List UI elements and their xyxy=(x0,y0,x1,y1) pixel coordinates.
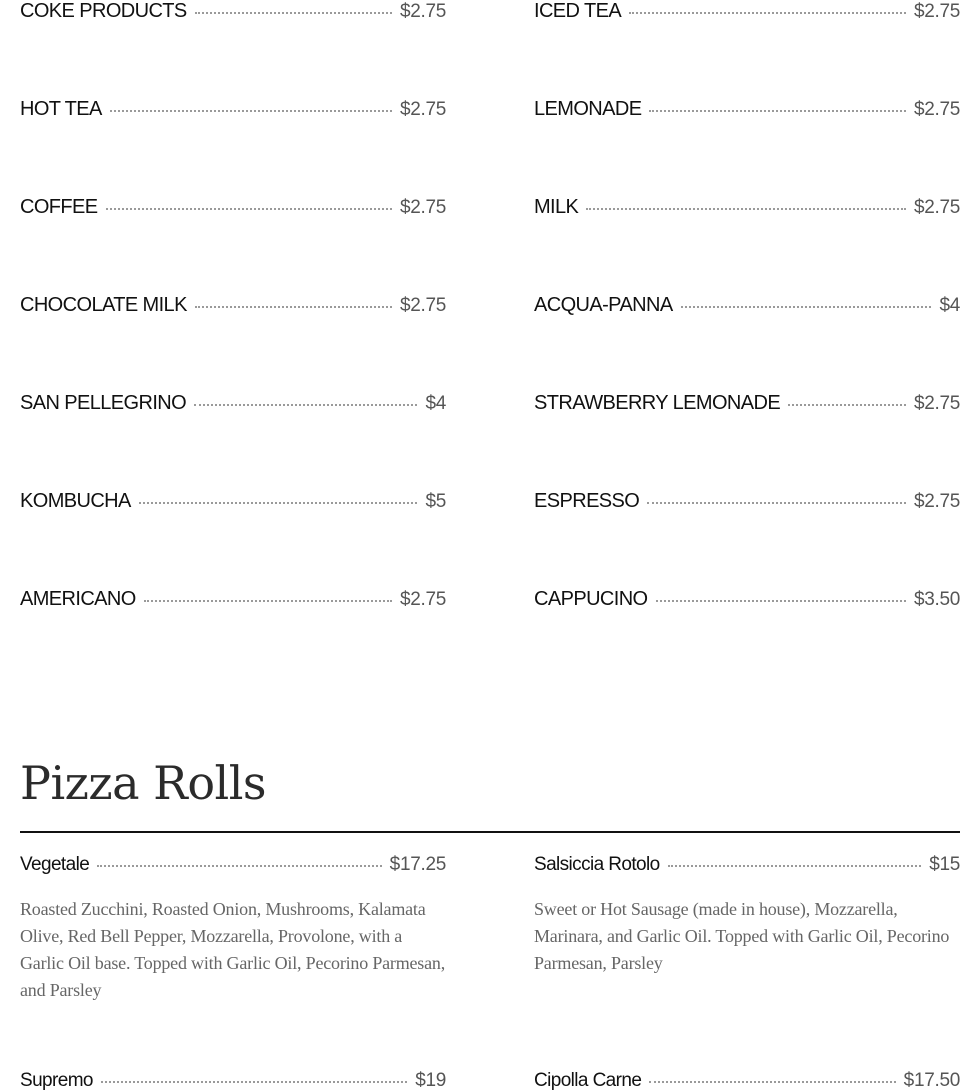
menu-item xyxy=(20,0,446,30)
item-name: ACQUA-PANNA xyxy=(534,294,673,316)
item-header xyxy=(20,854,446,884)
item-price: $2.75 xyxy=(399,295,446,316)
item-name: MILK xyxy=(534,196,579,218)
dot-leader xyxy=(101,1081,407,1083)
menu-item xyxy=(20,490,446,520)
item-name: ICED TEA xyxy=(534,0,622,22)
item-price: $2.75 xyxy=(913,491,960,512)
section-divider xyxy=(20,831,960,833)
item-name: AMERICANO xyxy=(20,588,136,610)
item-price: $3.50 xyxy=(913,589,960,610)
menu-item xyxy=(534,490,960,520)
dot-leader xyxy=(668,865,922,867)
item-header xyxy=(534,854,960,884)
dot-leader xyxy=(649,110,906,112)
item-description: Roasted Zucchini, Roasted Onion, Mushrooms, Kalamata Olive, Red Bell Pepper, Mozzarella, Provolone, with a Garlic Oil base. Topped with Garlic Oil, Pecorino Parmesan, and Parsley xyxy=(20,899,445,1000)
item-price: $2.75 xyxy=(399,1,446,22)
pizza-roll-item xyxy=(20,1070,446,1091)
item-price: $2.75 xyxy=(399,99,446,120)
menu-item xyxy=(20,98,446,128)
item-price: $5 xyxy=(425,491,446,512)
menu-item xyxy=(20,196,446,226)
dot-leader xyxy=(649,1081,895,1083)
item-price: $17.25 xyxy=(389,854,446,875)
menu-item xyxy=(534,196,960,226)
item-name: SAN PELLEGRINO xyxy=(20,392,187,414)
item-price: $4 xyxy=(939,295,960,316)
item-name: LEMONADE xyxy=(534,98,642,120)
dot-leader xyxy=(629,12,906,14)
menu-item xyxy=(20,294,446,324)
item-name: Cipolla Carne xyxy=(534,1070,642,1091)
item-price: $2.75 xyxy=(913,1,960,22)
dot-leader xyxy=(656,600,906,602)
item-name: STRAWBERRY LEMONADE xyxy=(534,392,781,414)
dot-leader xyxy=(139,502,418,504)
menu-item xyxy=(534,294,960,324)
item-name: COKE PRODUCTS xyxy=(20,0,187,22)
item-name: Supremo xyxy=(20,1070,93,1091)
dot-leader xyxy=(647,502,906,504)
item-name: COFFEE xyxy=(20,196,98,218)
dot-leader xyxy=(681,306,932,308)
dot-leader xyxy=(195,306,392,308)
dot-leader xyxy=(97,865,382,867)
item-name: ESPRESSO xyxy=(534,490,640,512)
item-header xyxy=(534,1070,960,1091)
dot-leader xyxy=(788,404,906,406)
dot-leader xyxy=(144,600,392,602)
item-price: $2.75 xyxy=(399,197,446,218)
item-price: $2.75 xyxy=(913,99,960,120)
dot-leader xyxy=(586,208,906,210)
dot-leader xyxy=(195,12,392,14)
item-price: $4 xyxy=(425,393,446,414)
item-name: KOMBUCHA xyxy=(20,490,131,512)
item-name: CHOCOLATE MILK xyxy=(20,294,187,316)
dot-leader xyxy=(194,404,417,406)
menu-item xyxy=(20,392,446,422)
item-name: HOT TEA xyxy=(20,98,102,120)
pizza-roll-item xyxy=(534,854,960,977)
pizza-roll-item xyxy=(534,1070,960,1091)
item-name: Vegetale xyxy=(20,854,90,875)
pizza-roll-item xyxy=(20,854,446,1004)
menu-item xyxy=(534,392,960,422)
menu-item xyxy=(534,588,960,618)
item-price: $2.75 xyxy=(913,197,960,218)
item-price: $17.50 xyxy=(903,1070,960,1091)
dot-leader xyxy=(110,110,392,112)
item-price: $2.75 xyxy=(913,393,960,414)
item-name: CAPPUCINO xyxy=(534,588,648,610)
item-name: Salsiccia Rotolo xyxy=(534,854,660,875)
menu-item xyxy=(534,0,960,30)
item-price: $2.75 xyxy=(399,589,446,610)
item-price: $15 xyxy=(929,854,960,875)
menu-item xyxy=(534,98,960,128)
section-title: Pizza Rolls xyxy=(20,756,267,810)
item-header xyxy=(20,1070,446,1091)
item-description: Sweet or Hot Sausage (made in house), Mozzarella, Marinara, and Garlic Oil. Topped with Garlic Oil, Pecorino Parmesan, Parsley xyxy=(534,899,950,973)
item-price: $19 xyxy=(415,1070,446,1091)
dot-leader xyxy=(106,208,392,210)
menu-item xyxy=(20,588,446,618)
